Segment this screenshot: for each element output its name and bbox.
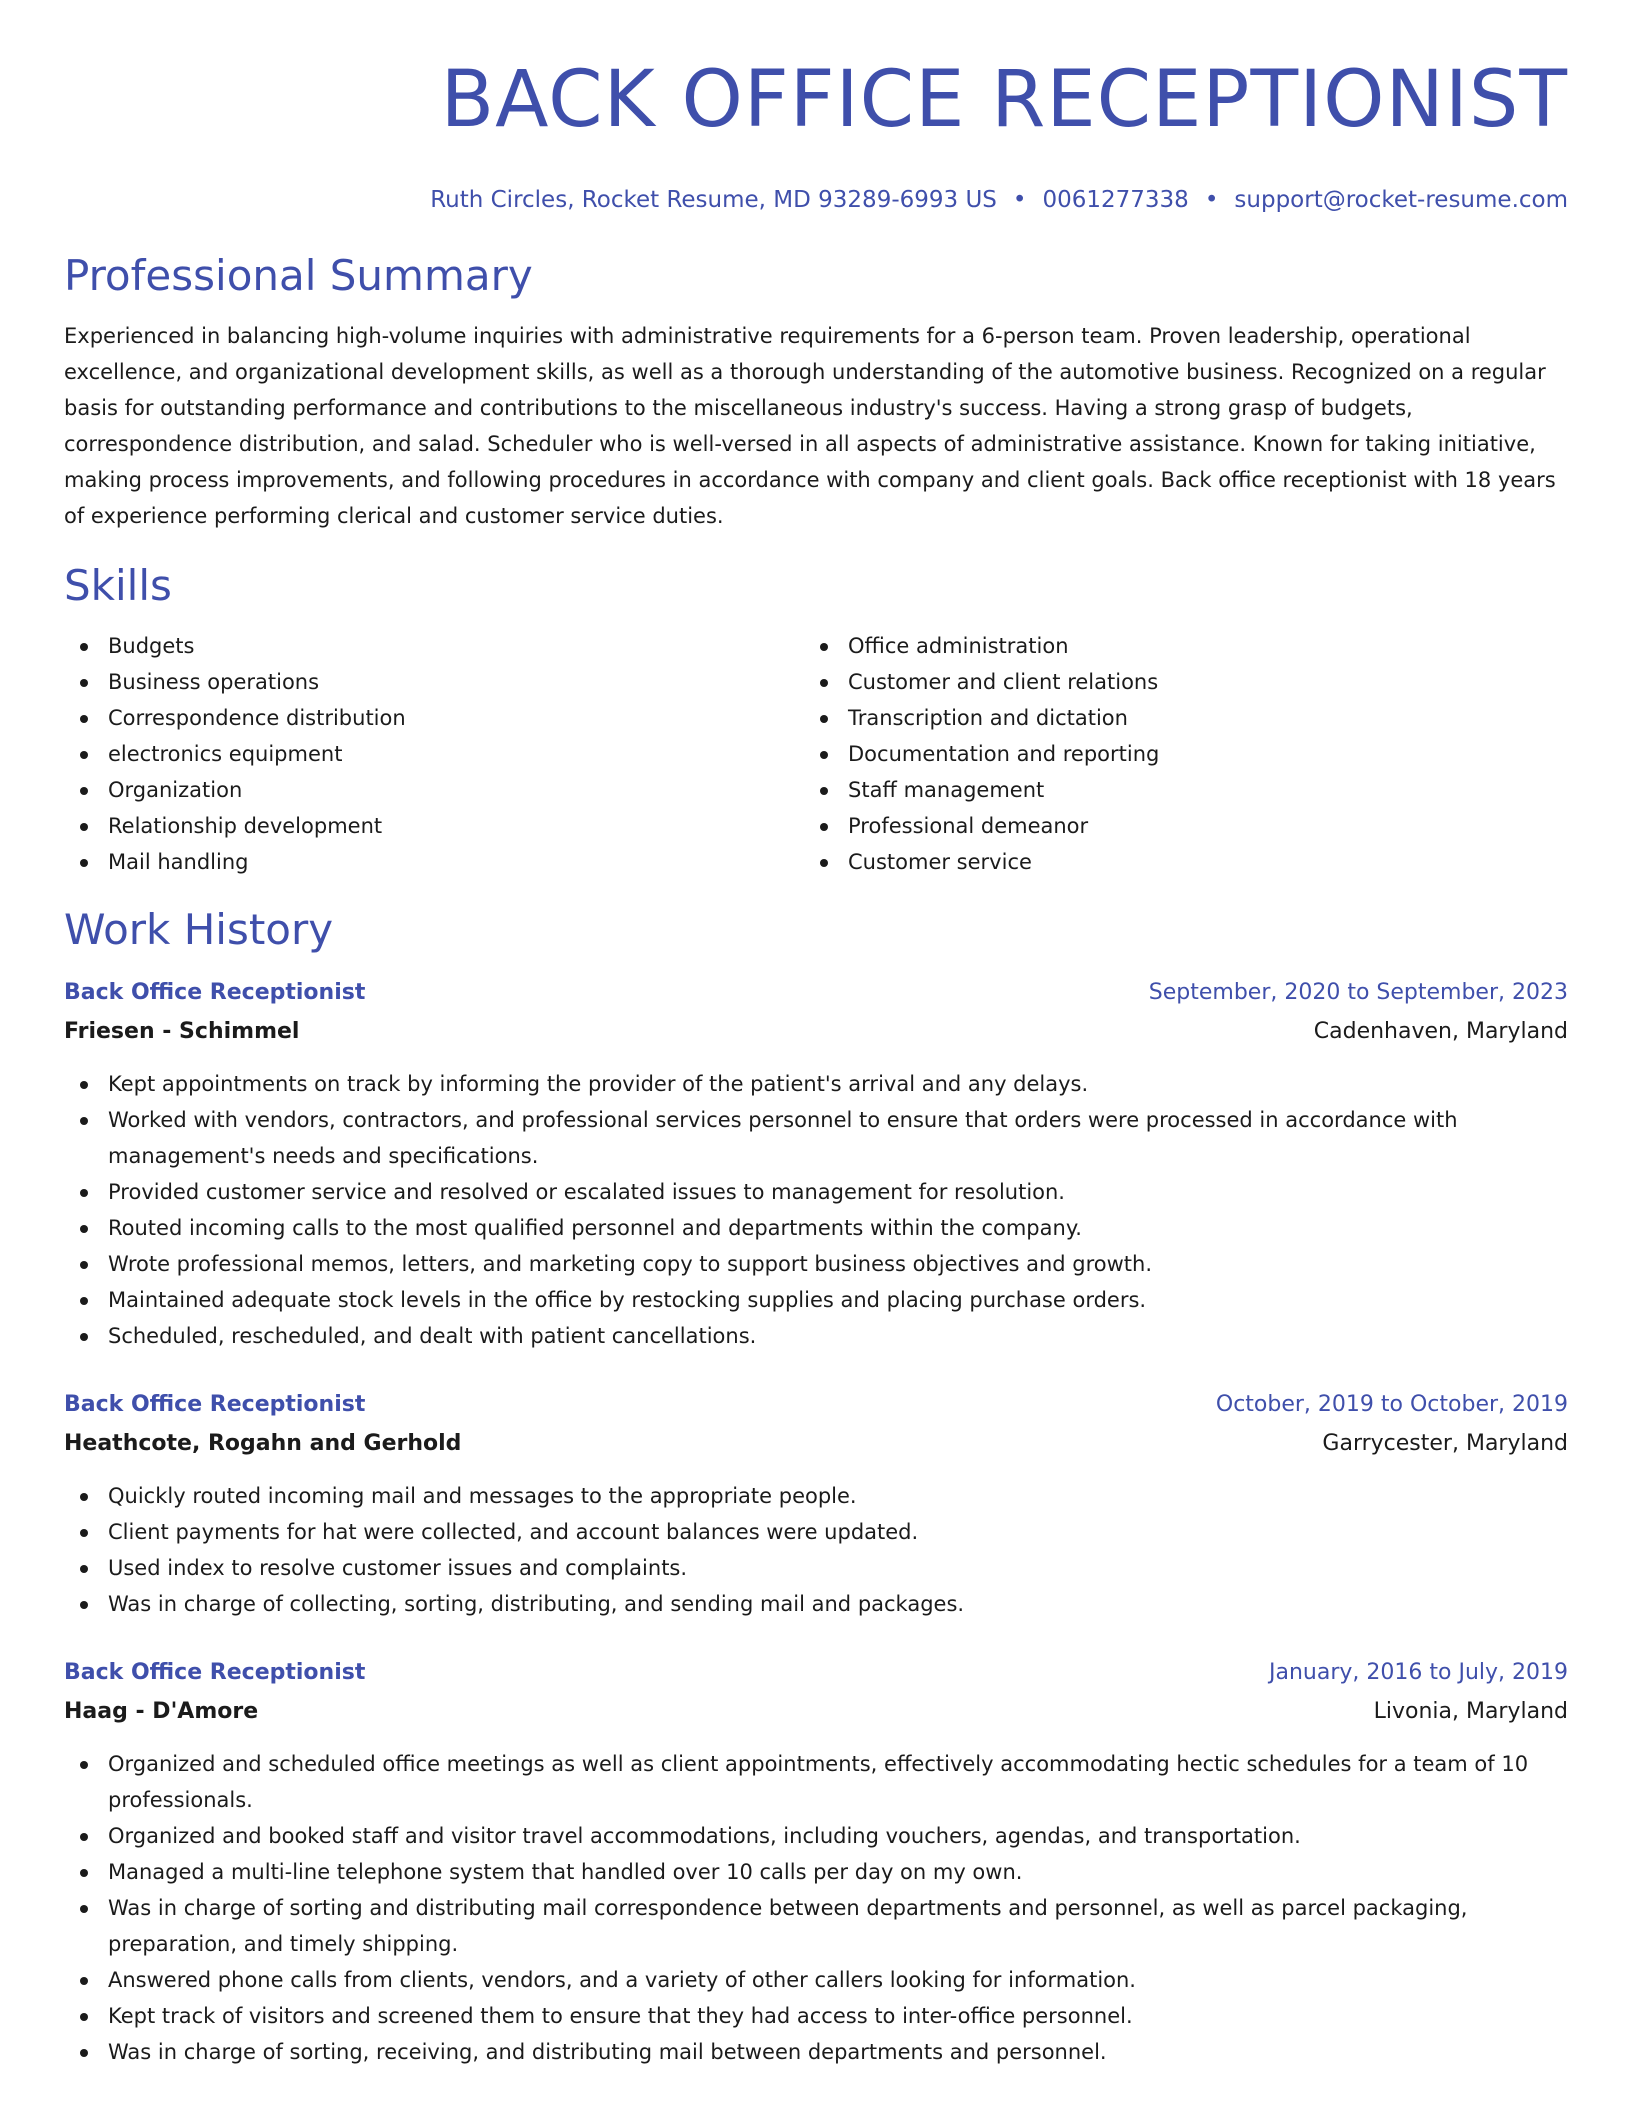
duty-text: Organized and booked staff and visitor travel accommodations, including vouchers, agendas, and transportation.	[108, 1824, 1301, 1848]
skill-label: Documentation and reporting	[848, 742, 1160, 766]
duty-item	[64, 1998, 1568, 2034]
duty-text: Was in charge of sorting, receiving, and distributing mail between departments and personnel.	[108, 2040, 1107, 2064]
skill-item	[64, 772, 804, 808]
contact-email[interactable]: support@rocket-resume.com	[1234, 187, 1568, 213]
bullet-icon	[80, 1833, 88, 1841]
bullet-icon	[80, 787, 88, 795]
duty-item	[64, 1174, 1568, 1210]
skill-label: Transcription and dictation	[848, 706, 1128, 730]
duty-text: Answered phone calls from clients, vendors, and a variety of other callers looking for information.	[108, 1968, 1136, 1992]
bullet-icon	[80, 859, 88, 867]
job-header-row	[64, 1654, 1568, 1692]
job-duties	[64, 1746, 1568, 2070]
bullet-icon	[80, 715, 88, 723]
duty-item	[64, 1962, 1568, 1998]
duty-text: Quickly routed incoming mail and messages to the appropriate people.	[108, 1484, 857, 1508]
job-entry	[64, 1386, 1568, 1622]
bullet-icon	[80, 1977, 88, 1985]
bullet-icon	[820, 823, 828, 831]
skill-label: Mail handling	[108, 850, 249, 874]
bullet-icon	[80, 1869, 88, 1877]
duty-item	[64, 1102, 1568, 1174]
bullet-icon	[80, 1261, 88, 1269]
job-duties	[64, 1478, 1568, 1622]
skill-item	[804, 736, 1544, 772]
bullet-icon	[80, 1297, 88, 1305]
job-entry	[64, 1654, 1568, 2070]
bullet-icon	[80, 1117, 88, 1125]
duty-text: Kept track of visitors and screened them to ensure that they had access to inter-office personnel.	[108, 2004, 1133, 2028]
skill-label: Budgets	[108, 634, 195, 658]
bullet-icon	[80, 1081, 88, 1089]
duty-item	[64, 1246, 1568, 1282]
bullet-icon	[80, 2013, 88, 2021]
bullet-icon	[80, 1189, 88, 1197]
bullet-icon	[80, 1493, 88, 1501]
duty-text: Scheduled, rescheduled, and dealt with patient cancellations.	[108, 1324, 757, 1348]
summary-text: Experienced in balancing high-volume inquiries with administrative requirements for a 6-person team. Proven leadership, operational excellence, and organizational development skills, as well as a thorough understanding of the automotive business. Recognized on a regular basis for outstanding performance and contributions to the miscellaneous industry's success. Having a strong grasp of budgets, correspondence distribution, and salad. Scheduler who is well-versed in all aspects of administrative assistance. Known for taking initiative, making process improvements, and following procedures in accordance with company and client goals. Back office receptionist with 18 years of experience performing clerical and customer service duties.	[64, 324, 1556, 528]
bullet-icon	[80, 1225, 88, 1233]
job-company: Friesen - Schimmel	[64, 1019, 300, 1044]
duty-item	[64, 1854, 1568, 1890]
skill-label: Relationship development	[108, 814, 383, 838]
job-company: Heathcote, Rogahn and Gerhold	[64, 1431, 462, 1456]
skills-column-right	[804, 628, 1544, 880]
duty-text: Was in charge of collecting, sorting, distributing, and sending mail and packages.	[108, 1592, 965, 1616]
job-duties	[64, 1066, 1568, 1354]
skill-label: Business operations	[108, 670, 320, 694]
job-location: Garrycester, Maryland	[1322, 1431, 1568, 1456]
work-history-heading: Work History	[64, 905, 334, 954]
bullet-icon	[80, 1905, 88, 1913]
duty-item	[64, 1282, 1568, 1318]
skill-item	[64, 844, 804, 880]
job-header-row	[64, 974, 1568, 1012]
job-dates: January, 2016 to July, 2019	[1269, 1660, 1568, 1685]
duty-text: Kept appointments on track by informing the provider of the patient's arrival and any delays.	[108, 1072, 1089, 1096]
duty-text: Client payments for hat were collected, and account balances were updated.	[108, 1520, 919, 1544]
skill-item	[804, 772, 1544, 808]
contact-separator: •	[1204, 187, 1219, 213]
duty-item	[64, 1514, 1568, 1550]
bullet-icon	[820, 787, 828, 795]
summary-heading: Professional Summary	[64, 251, 533, 300]
skill-item	[804, 664, 1544, 700]
duty-text: Managed a multi-line telephone system that handled over 10 calls per day on my own.	[108, 1860, 1023, 1884]
duty-text: Provided customer service and resolved or escalated issues to management for resolution.	[108, 1180, 1065, 1204]
duty-item	[64, 1318, 1568, 1354]
job-company-row	[64, 1424, 1568, 1464]
skills-grid	[64, 628, 1568, 880]
job-company: Haag - D'Amore	[64, 1699, 259, 1724]
skill-item	[64, 628, 804, 664]
skill-label: Customer and client relations	[848, 670, 1159, 694]
bullet-icon	[820, 679, 828, 687]
duty-text: Worked with vendors, contractors, and professional services personnel to ensure that orders were processed in accordance with management's needs and specifications.	[108, 1108, 1458, 1168]
job-dates: September, 2020 to September, 2023	[1148, 980, 1568, 1005]
bullet-icon	[80, 679, 88, 687]
duty-text: Wrote professional memos, letters, and marketing copy to support business objectives and growth.	[108, 1252, 1153, 1276]
contact-phone[interactable]: 0061277338	[1042, 187, 1189, 213]
job-title: Back Office Receptionist	[64, 1392, 366, 1417]
duty-item	[64, 1550, 1568, 1586]
skills-column-left	[64, 628, 804, 880]
skill-item	[64, 808, 804, 844]
job-dates: October, 2019 to October, 2019	[1215, 1392, 1568, 1417]
skill-label: Office administration	[848, 634, 1069, 658]
contact-separator: •	[1012, 187, 1027, 213]
duty-item	[64, 1818, 1568, 1854]
bullet-icon	[80, 643, 88, 651]
skill-item	[804, 844, 1544, 880]
duty-item	[64, 1210, 1568, 1246]
job-company-row	[64, 1012, 1568, 1052]
duty-item	[64, 2034, 1568, 2070]
skill-label: Professional demeanor	[848, 814, 1089, 838]
skill-item	[64, 700, 804, 736]
duty-text: Routed incoming calls to the most qualified personnel and departments within the company.	[108, 1216, 1082, 1240]
duty-item	[64, 1066, 1568, 1102]
bullet-icon	[820, 859, 828, 867]
candidate-name: BACK OFFICE RECEPTIONIST	[440, 55, 1568, 145]
skills-heading: Skills	[64, 561, 172, 610]
job-title: Back Office Receptionist	[64, 1660, 366, 1685]
bullet-icon	[80, 1333, 88, 1341]
bullet-icon	[80, 1601, 88, 1609]
bullet-icon	[820, 751, 828, 759]
contact-line	[64, 184, 1568, 216]
skill-item	[804, 808, 1544, 844]
skill-label: electronics equipment	[108, 742, 343, 766]
skill-label: Customer service	[848, 850, 1032, 874]
skill-item	[804, 700, 1544, 736]
duty-item	[64, 1478, 1568, 1514]
bullet-icon	[80, 823, 88, 831]
skill-label: Staff management	[848, 778, 1045, 802]
skill-item	[64, 664, 804, 700]
contact-address: Ruth Circles, Rocket Resume, MD 93289-6993 US	[430, 187, 997, 213]
bullet-icon	[820, 715, 828, 723]
bullet-icon	[80, 2049, 88, 2057]
job-title: Back Office Receptionist	[64, 980, 366, 1005]
skill-item	[64, 736, 804, 772]
job-entry	[64, 974, 1568, 1354]
duty-text: Organized and scheduled office meetings as well as client appointments, effectively accommodating hectic schedules for a team of 10 professionals.	[108, 1752, 1529, 1812]
skill-item	[804, 628, 1544, 664]
bullet-icon	[80, 1529, 88, 1537]
job-company-row	[64, 1692, 1568, 1732]
bullet-icon	[820, 643, 828, 651]
bullet-icon	[80, 751, 88, 759]
duty-text: Used index to resolve customer issues and complaints.	[108, 1556, 688, 1580]
job-header-row	[64, 1386, 1568, 1424]
skill-label: Correspondence distribution	[108, 706, 406, 730]
bullet-icon	[80, 1565, 88, 1573]
job-location: Cadenhaven, Maryland	[1313, 1019, 1568, 1044]
duty-item	[64, 1890, 1568, 1962]
bullet-icon	[80, 1761, 88, 1769]
skill-label: Organization	[108, 778, 243, 802]
duty-text: Maintained adequate stock levels in the office by restocking supplies and placing purchase orders.	[108, 1288, 1147, 1312]
job-location: Livonia, Maryland	[1373, 1699, 1568, 1724]
duty-text: Was in charge of sorting and distributing mail correspondence between departments and personnel, as well as parcel packaging, preparation, and timely shipping.	[108, 1896, 1468, 1956]
duty-item	[64, 1746, 1568, 1818]
duty-item	[64, 1586, 1568, 1622]
